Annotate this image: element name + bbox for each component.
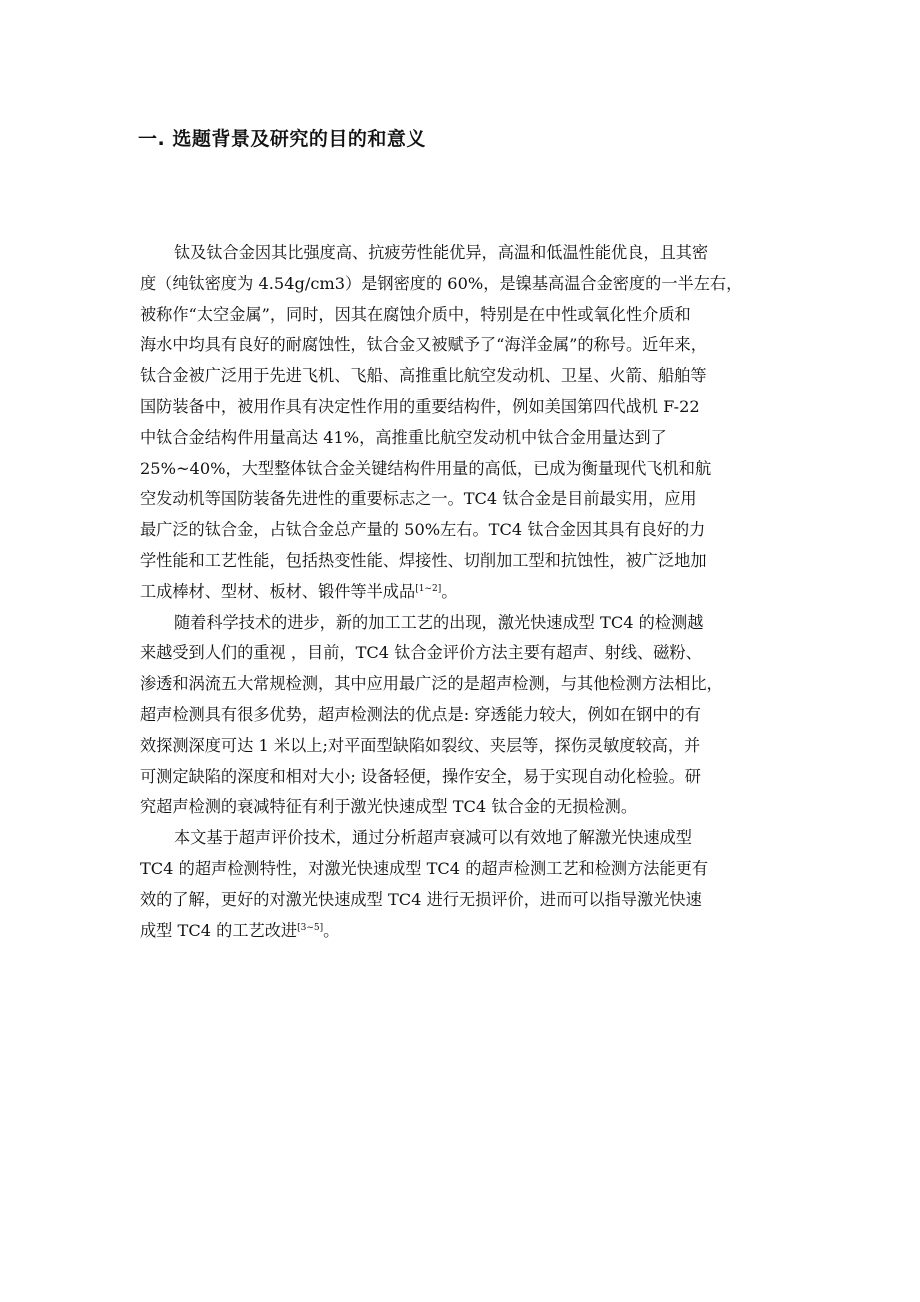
text-line: 来越受到人们的重视 ，目前，TC4 钛合金评价方法主要有超声、射线、磁粉、 [140,643,702,663]
text-line: 度（纯钛密度为 4.54g/cm3）是钢密度的 60%，是镍基高温合金密度的一半左右， [140,273,743,293]
period: 。 [441,581,458,601]
text-line: 空发动机等国防装备先进性的重要标志之一。TC4 钛合金是目前最实用，应用 [140,489,697,509]
citation-2: [3~5] [297,922,324,933]
text-segment: 成型 TC4 的工艺改进 [140,920,298,940]
text-line: 25%~40%，大型整体钛合金关键结构件用量的高低，已成为衡量现代飞机和航 [140,458,712,478]
text-line: 学性能和工艺性能，包括热变性能、焊接性、切削加工型和抗蚀性，被广泛地加 [140,550,707,570]
citation-1: [1~2] [415,583,442,594]
text-line: TC4 的超声检测特性，对激光快速成型 TC4 的超声检测工艺和检测方法能更有 [140,858,709,878]
text-line-with-citation [140,916,780,947]
body-text [140,238,780,946]
text-line: 效的了解，更好的对激光快速成型 TC4 进行无损评价，进而可以指导激光快速 [140,889,702,909]
text-line: 效探测深度可达 1 米以上;对平面型缺陷如裂纹、夹层等，探伤灵敏度较高，并 [140,735,701,755]
text-line: 被称作“太空金属”，同时，因其在腐蚀介质中，特别是在中性或氧化性介质和 [140,304,691,324]
text-line: 可测定缺陷的深度和相对大小; 设备轻便，操作安全，易于实现自动化检验。研 [140,766,701,786]
text-line: 本文基于超声评价技术，通过分析超声衰减可以有效地了解激光快速成型 [174,828,692,848]
text-line: 随着科学技术的进步，新的加工工艺的出现，激光快速成型 TC4 的检测越 [174,612,704,632]
text-line-with-citation [140,577,780,608]
text-line: 海水中均具有良好的耐腐蚀性，钛合金又被赋予了“海洋金属”的称号。近年来， [140,335,707,355]
text-line: 钛合金被广泛用于先进飞机、飞船、高推重比航空发动机、卫星、火箭、船舶等 [140,366,707,386]
text-line: 究超声检测的衰减特征有利于激光快速成型 TC4 钛合金的无损检测。 [140,797,638,817]
text-line: 渗透和涡流五大常规检测，其中应用最广泛的是超声检测，与其他检测方法相比， [140,674,723,694]
text-line: 最广泛的钛合金，占钛合金总产量的 50%左右。TC4 钛合金因其具有良好的力 [140,520,706,540]
text-line: 中钛合金结构件用量高达 41%，高推重比航空发动机中钛合金用量达到了 [140,427,667,447]
text-segment: 工成棒材、型材、板材、锻件等半成品 [140,581,416,601]
text-line: 国防装备中，被用作具有决定性作用的重要结构件，例如美国第四代战机 F-22 [140,396,700,416]
period: 。 [323,920,340,940]
text-line: 钛及钛合金因其比强度高、抗疲劳性能优异，高温和低温性能优良，且其密 [174,243,709,262]
text-line: 超声检测具有很多优势，超声检测法的优点是: 穿透能力较大，例如在钢中的有 [140,704,701,724]
section-heading: 一. 选题背景及研究的目的和意义 [138,128,426,150]
